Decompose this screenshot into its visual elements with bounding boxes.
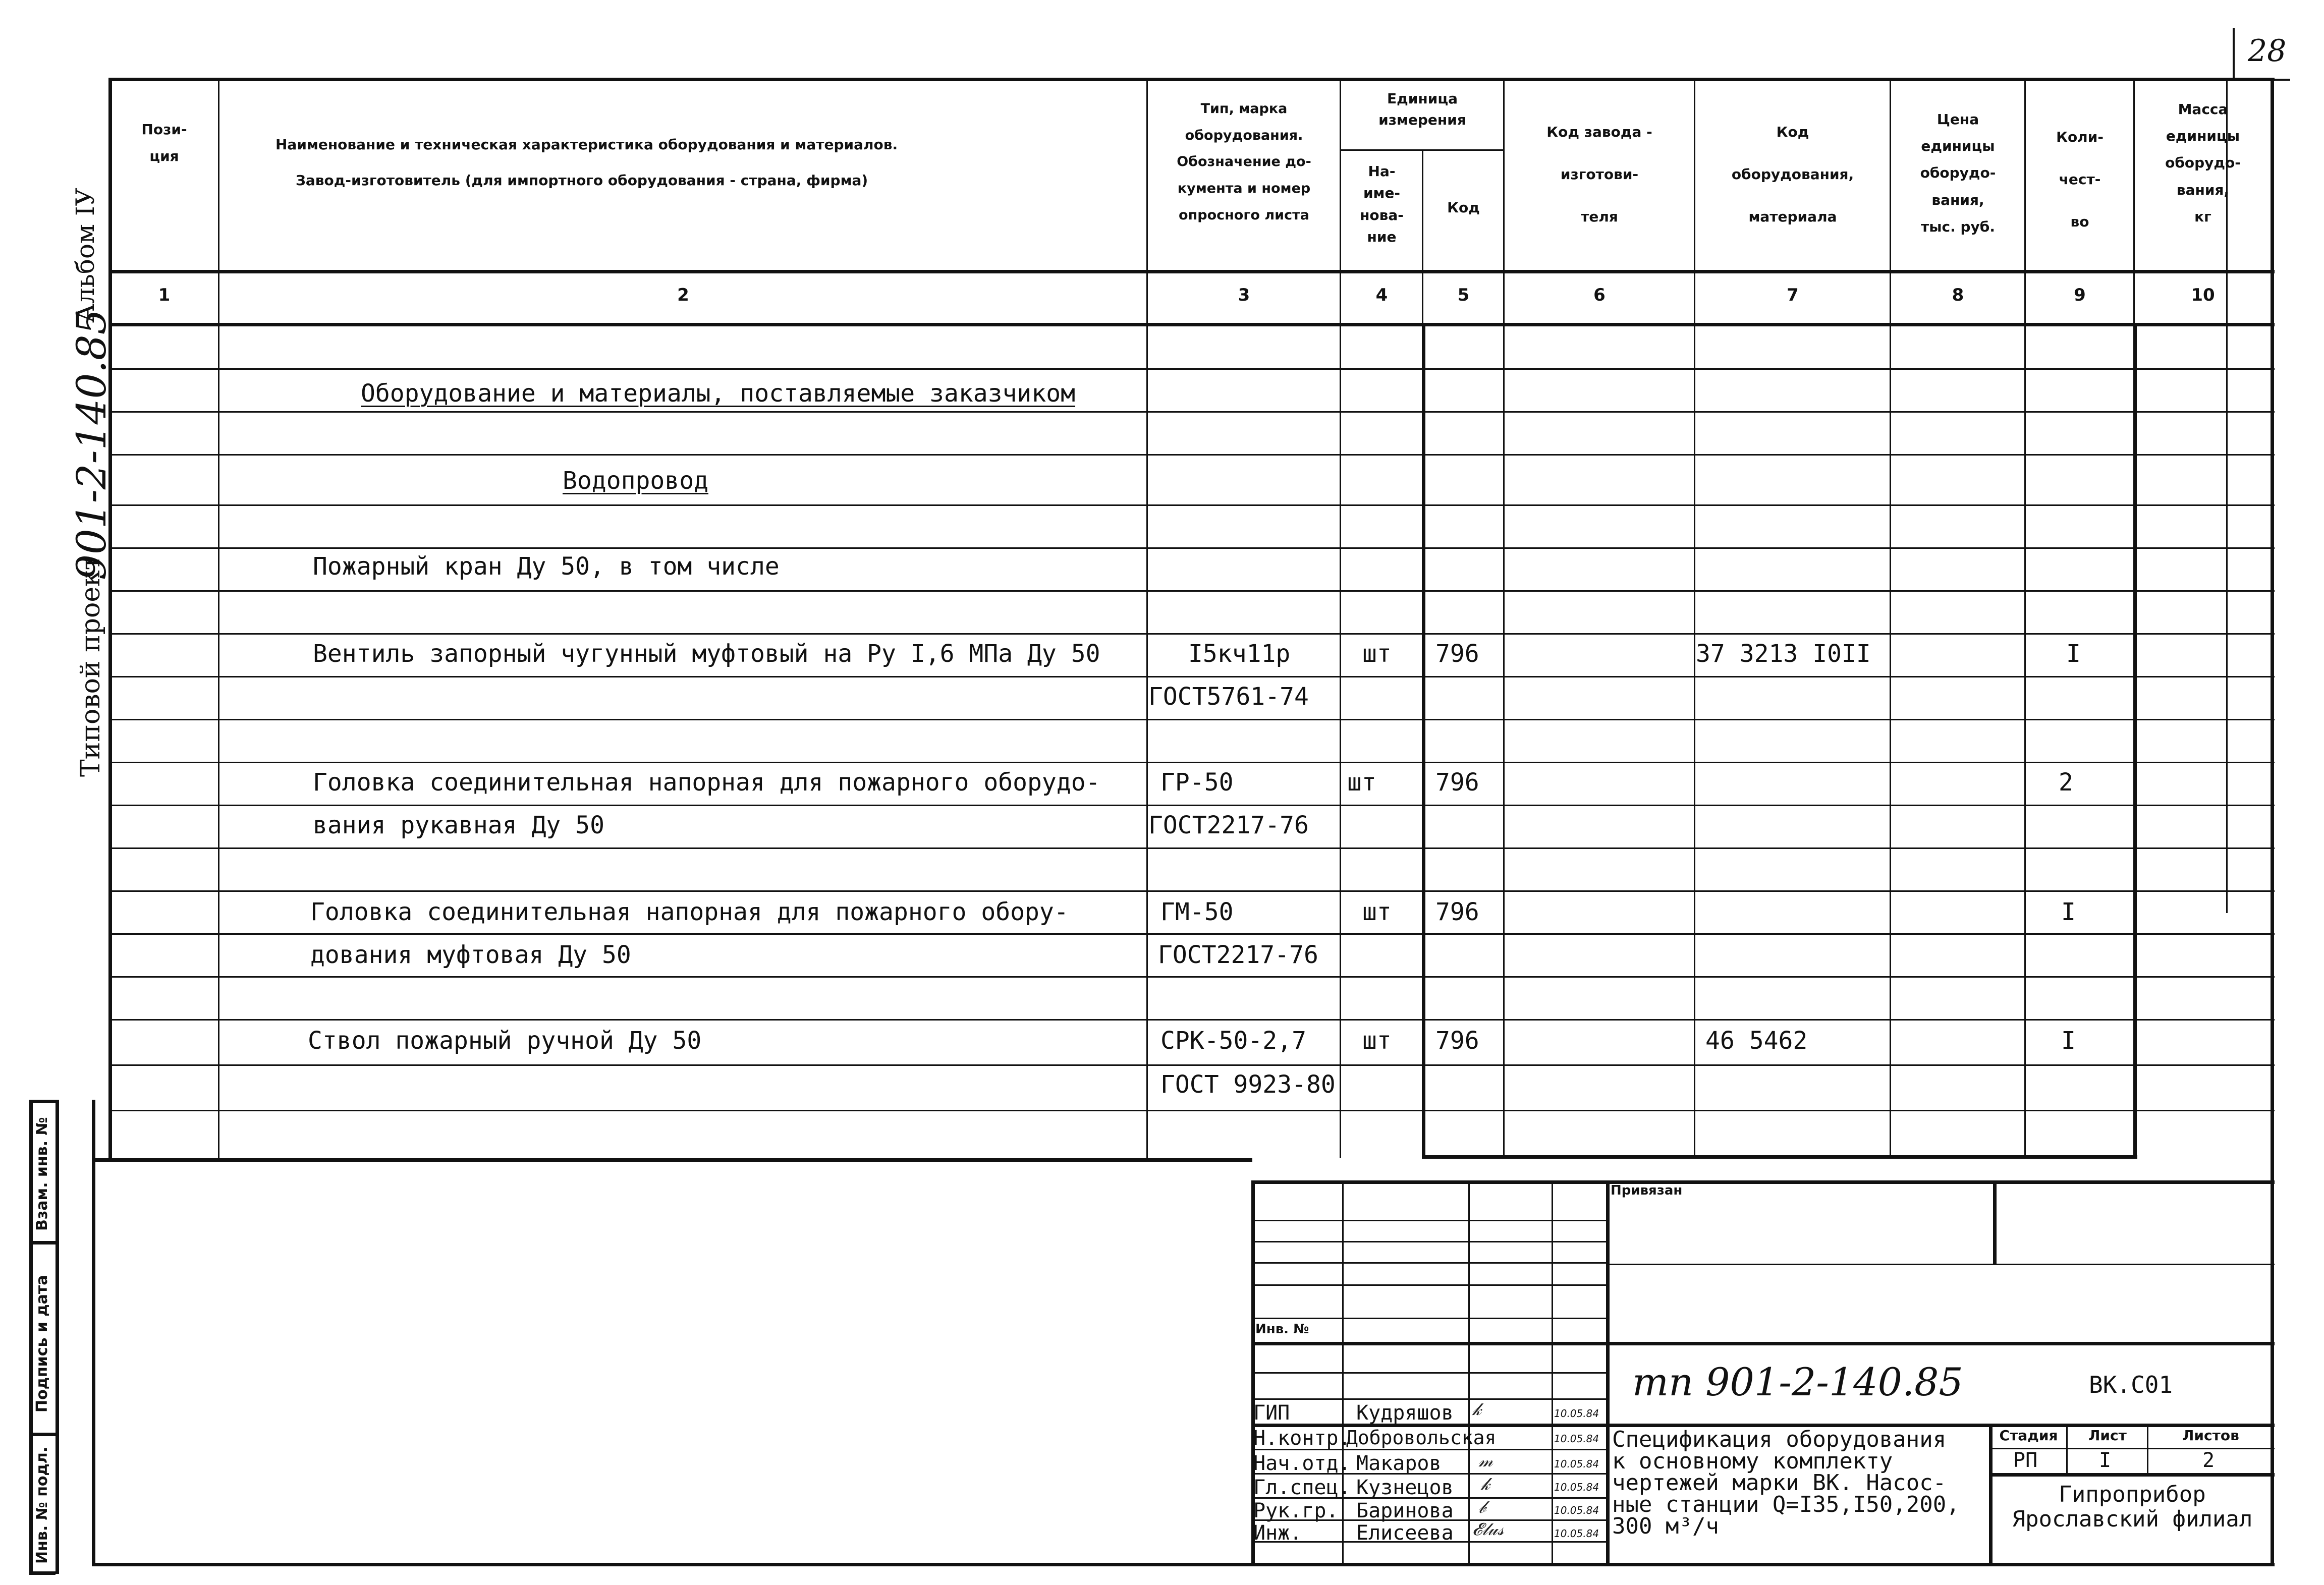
colnum-1: 1 — [158, 285, 171, 305]
mark: ВК.С01 — [2089, 1371, 2173, 1398]
item-type: ГР-50 — [1160, 768, 1234, 797]
item-equip-code: 46 5462 — [1705, 1027, 1808, 1055]
name-nachotd: Макаров — [1356, 1452, 1442, 1475]
sheet-number: 28 — [2248, 33, 2287, 69]
signature-gip: 𝓀 — [1472, 1399, 1482, 1420]
item-unit: шт — [1362, 898, 1392, 926]
item-equip-code: 37 3213 I0II — [1696, 640, 1871, 668]
item-type-std: ГОСТ5761-74 — [1148, 683, 1309, 711]
tb-row — [1251, 1372, 1606, 1374]
header-name: Наименование и техническая характеристика оборудования и материалов. Завод-изготовитель (для импортного оборудования - страна, фирма) — [275, 136, 898, 189]
item-unit: шт — [1362, 1027, 1392, 1055]
tb-row — [1606, 1264, 2275, 1265]
titleblock-top — [1251, 1180, 2275, 1184]
date-gip: 10.05.84 — [1554, 1407, 1599, 1420]
item-unit-code: 796 — [1435, 768, 1479, 797]
header-unit-code: Код — [1447, 199, 1480, 216]
item-type: ГМ-50 — [1160, 898, 1234, 926]
item-qty: I — [2061, 1027, 2076, 1055]
stamp-divider — [29, 1100, 56, 1103]
item-type-std: ГОСТ2217-76 — [1148, 811, 1309, 839]
colnum-2: 2 — [677, 285, 689, 305]
tb-row-bold — [1606, 1342, 2275, 1345]
tb-row — [1251, 1398, 1606, 1400]
item-unit: шт — [1362, 640, 1392, 668]
colnum-4: 4 — [1375, 285, 1388, 305]
item-name-cont: дования муфтовая Ду 50 — [310, 941, 631, 969]
header-qty: Коли- чест- во — [2056, 129, 2104, 230]
unit-header-split — [1340, 149, 1503, 151]
date-glspec: 10.05.84 — [1554, 1481, 1599, 1493]
header-maker-code: Код завода - изготови- теля — [1546, 124, 1652, 225]
doc-code: тп 901-2-140.85 — [1632, 1360, 1963, 1404]
sheet-label: Лист — [2088, 1427, 2127, 1444]
header-price: Цена единицы оборудо- вания, тыс. руб. — [1920, 111, 1996, 235]
col-line — [1340, 78, 1341, 1158]
subsection-title: Водопровод — [563, 467, 708, 495]
role-glspec: Гл.спец. — [1253, 1476, 1351, 1499]
item-name-cont: вания рукавная Ду 50 — [313, 811, 604, 839]
tb-row — [1251, 1241, 1606, 1242]
header-type: Тип, марка оборудования. Обозначение до- кумента и номер опросного листа — [1177, 101, 1311, 223]
frame-bottom — [92, 1563, 2275, 1566]
stamp-divider — [29, 1571, 56, 1575]
stamp-vzam-inv: Взам. инв. № — [33, 1117, 51, 1231]
tb-col — [2147, 1424, 2148, 1473]
project-code-handwritten: 901-2-140.85 — [68, 309, 115, 580]
row-line — [108, 368, 2275, 370]
row-line — [108, 633, 2275, 635]
item-name: Вентиль запорный чугунный муфтовый на Ру I,6 МПа Ду 50 — [313, 640, 1100, 668]
item-name: Головка соединительная напорная для пожарного обору- — [310, 898, 1069, 926]
colnum-3: 3 — [1238, 285, 1250, 305]
tb-row — [1251, 1220, 1606, 1221]
row-line — [108, 411, 2275, 413]
name-glspec: Кузнецов — [1356, 1476, 1454, 1499]
item-unit-code: 796 — [1435, 898, 1479, 926]
colnum-7: 7 — [1787, 285, 1799, 305]
colnum-6: 6 — [1593, 285, 1606, 305]
sheets-label: Листов — [2182, 1427, 2239, 1444]
item-type-std: ГОСТ2217-76 — [1158, 941, 1318, 969]
col-line — [1694, 78, 1695, 1158]
header-mass: Масса единицы оборудо- вания, кг — [2165, 101, 2241, 225]
table-end-line — [92, 1158, 1252, 1162]
role-gip: ГИП — [1253, 1401, 1290, 1425]
tb-privyazan-divider — [1993, 1180, 1997, 1264]
header-position: Пози- ция — [141, 121, 187, 165]
row-line — [108, 1064, 2275, 1066]
signature-inzh: 𝓔𝓁𝓊𝓈 — [1472, 1519, 1504, 1540]
item-unit: шт — [1347, 768, 1376, 797]
row-line — [108, 805, 2275, 806]
item-type-std: ГОСТ 9923-80 — [1160, 1070, 1336, 1099]
role-rukgr: Рук.гр. — [1253, 1499, 1339, 1522]
row-line — [108, 847, 2275, 849]
item-type: I5кч11р — [1188, 640, 1291, 668]
role-nachotd: Нач.отд. — [1253, 1452, 1351, 1475]
stamp-inv-podl: Инв. № подл. — [33, 1446, 51, 1564]
colnum-8: 8 — [1952, 285, 1964, 305]
stamp-podpis-data: Подпись и дата — [33, 1275, 51, 1412]
colnum-5: 5 — [1457, 285, 1470, 305]
col-line — [2024, 78, 2026, 1158]
privyazan-label: Привязан — [1611, 1183, 1683, 1198]
col-line-bold — [1422, 323, 1425, 1158]
stage-label: Стадия — [1999, 1427, 2058, 1444]
row-line — [108, 676, 2275, 677]
tb-row — [1251, 1342, 1606, 1345]
header-unit: Единица измерения — [1378, 90, 1466, 128]
sheet-value: I — [2099, 1449, 2112, 1472]
signature-nachotd: 𝓂 — [1478, 1451, 1493, 1471]
col-line — [1890, 78, 1891, 1158]
tb-row — [1251, 1262, 1606, 1264]
role-nkontr: Н.контр. — [1253, 1427, 1351, 1450]
date-nkontr: 10.05.84 — [1554, 1433, 1599, 1445]
section-title: Оборудование и материалы, поставляемые заказчиком — [361, 379, 1076, 408]
tb-col-bold — [1606, 1180, 1610, 1565]
role-inzh: Инж. — [1253, 1521, 1302, 1545]
item-qty: I — [2061, 898, 2076, 926]
signature-glspec: 𝓀 — [1481, 1474, 1490, 1494]
project-label: Типовой проект — [76, 555, 106, 777]
colnum-9: 9 — [2074, 285, 2086, 305]
row-line — [108, 976, 2275, 978]
item-qty: I — [2066, 640, 2081, 668]
col-line-bold — [2133, 323, 2137, 1158]
frame-left — [108, 78, 112, 1161]
item-name: Ствол пожарный ручной Ду 50 — [308, 1027, 702, 1055]
row-line — [108, 590, 2275, 592]
tb-row — [1251, 1318, 1606, 1319]
row-line — [108, 762, 2275, 763]
header-bottom — [108, 270, 2275, 273]
organization: Гипроприбор Ярославский филиал — [2012, 1482, 2253, 1533]
stamp-strip-right — [56, 1100, 59, 1574]
frame-top — [108, 78, 2275, 81]
row-line — [108, 933, 2275, 935]
tb-row — [1989, 1473, 2275, 1477]
row-line — [108, 1110, 2275, 1111]
header-equip-code: Код оборудования, материала — [1731, 124, 1854, 225]
colnum-bottom — [108, 323, 2275, 326]
frame-left-lower — [92, 1100, 95, 1565]
signature-rukgr: 𝒷 — [1478, 1497, 1486, 1517]
tb-row — [1251, 1284, 1606, 1286]
tb-col — [2066, 1424, 2068, 1473]
item-unit-code: 796 — [1435, 1027, 1479, 1055]
item-type: СРК-50-2,7 — [1160, 1027, 1306, 1055]
name-rukgr: Баринова — [1356, 1499, 1454, 1522]
name-nkontr: Добровольская — [1346, 1427, 1497, 1449]
document-title: Спецификация оборудования к основному комплекту чертежей марки ВК. Насос- ные станции Q=I35,I50,200, 300 м³/ч — [1612, 1427, 1960, 1540]
sheets-value: 2 — [2202, 1449, 2215, 1472]
colnum-10: 10 — [2191, 285, 2215, 305]
group-title: Пожарный кран Ду 50, в том числе — [313, 552, 780, 581]
name-inzh: Елисеева — [1356, 1521, 1454, 1545]
item-unit-code: 796 — [1435, 640, 1479, 668]
stage-value: РП — [2013, 1449, 2038, 1472]
col-line — [1146, 78, 1148, 1158]
album-label: Альбом IУ — [71, 188, 100, 323]
stamp-divider — [29, 1433, 56, 1436]
row-line — [108, 719, 2275, 720]
name-gip: Кудряшов — [1356, 1401, 1454, 1425]
date-inzh: 10.05.84 — [1554, 1527, 1599, 1540]
row-line — [108, 547, 2275, 549]
col-line — [218, 78, 219, 1158]
row-line — [108, 1019, 2275, 1021]
item-qty: 2 — [2059, 768, 2073, 797]
row-line — [108, 890, 2275, 892]
row-line — [108, 454, 2275, 456]
stamp-divider — [29, 1241, 56, 1244]
item-name: Головка соединительная напорная для пожарного оборудо- — [313, 768, 1100, 797]
col-line — [1503, 78, 1505, 1158]
date-rukgr: 10.05.84 — [1554, 1504, 1599, 1516]
inv-no-label: Инв. № — [1255, 1322, 1309, 1337]
header-unit-name: На- име- нова- ние — [1360, 163, 1404, 246]
date-nachotd: 10.05.84 — [1554, 1458, 1599, 1470]
row-line — [108, 504, 2275, 506]
stamp-strip-left — [29, 1100, 33, 1574]
bold-block-bottom — [1422, 1155, 2137, 1159]
